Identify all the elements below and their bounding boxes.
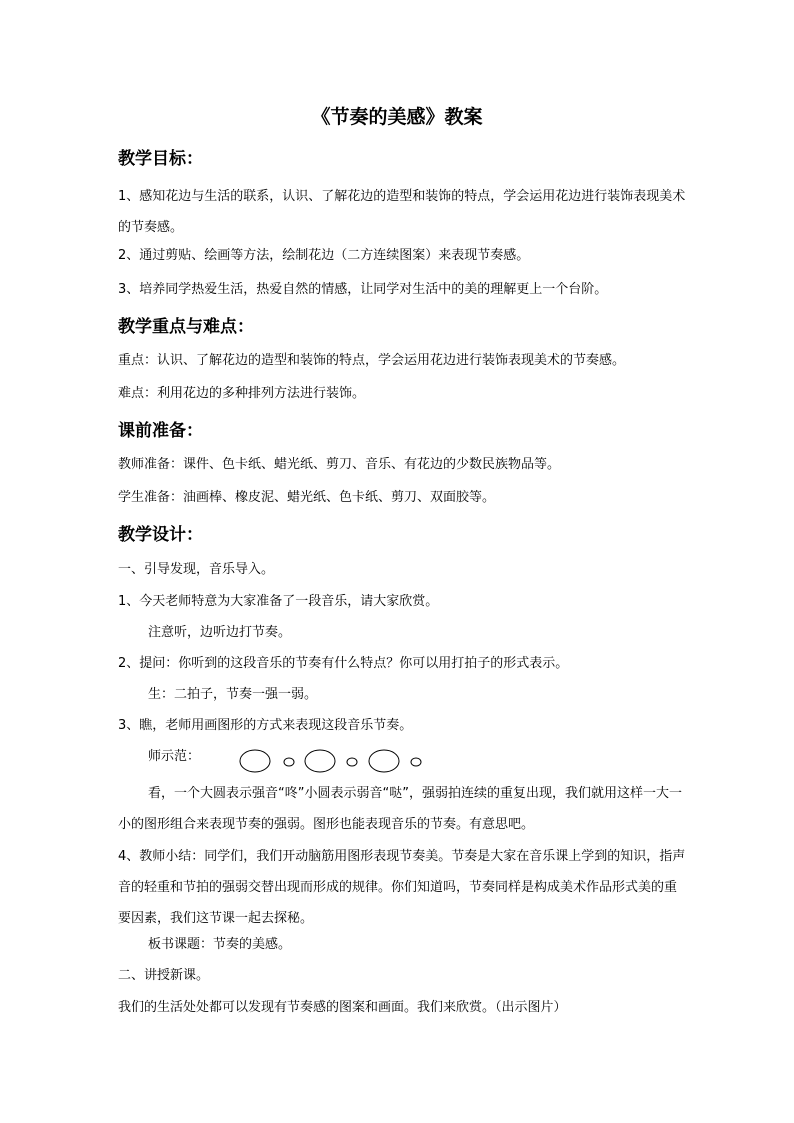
- design-step4: [118, 841, 686, 934]
- goals-item-1: [118, 181, 686, 243]
- section-goals: [118, 147, 686, 171]
- key-item-2-text: 难点：利用花边的多种排列方法进行装饰。: [118, 386, 366, 401]
- prep-item-2-text: 学生准备：油画棒、橡皮泥、蜡光纸、色卡纸、剪刀、双面胶等。: [118, 490, 496, 505]
- design-step1-text: 1、今天老师特意为大家准备了一段音乐，请大家欣赏。: [118, 594, 439, 609]
- goals-item-1-text: 1、感知花边与生活的联系，认识、了解花边的造型和装饰的特点，学会运用花边进行装饰表现美术的节奏感。: [118, 189, 686, 235]
- rhythm-circles-figure: [238, 748, 428, 774]
- demo-label: 师示范：: [148, 749, 201, 764]
- design-step2a: [118, 685, 686, 705]
- design-step3: [118, 716, 686, 736]
- design-part2-paragraph-text: 我们的生活处处都可以发现有节奏感的图案和画面。我们来欣赏。（出示图片）: [118, 1000, 567, 1015]
- design-heading: 教学设计：: [118, 525, 203, 545]
- design-part2-paragraph: [118, 998, 686, 1018]
- prep-item-1: [118, 455, 686, 475]
- key-item-2: [118, 384, 686, 404]
- goals-item-3: [118, 280, 686, 300]
- design-step1a: [118, 623, 686, 643]
- prep-item-1-text: 教师准备：课件、色卡纸、蜡光纸、剪刀、音乐、有花边的少数民族物品等。: [118, 457, 561, 472]
- design-step3a-text: 看，一个大圆表示强音“咚”小圆表示弱音“哒”，强弱拍连续的重复出现，我们就用这样一大一小的图形组合来表现节奏的强弱。图形也能表现音乐的节奏。有意思吧。: [118, 786, 682, 832]
- section-key: [118, 315, 686, 339]
- design-step3a: [118, 778, 686, 840]
- big-circle-3: [369, 750, 399, 772]
- prep-heading: 课前准备：: [118, 421, 203, 441]
- design-step2-text: 2、提问：你听到的这段音乐的节奏有什么特点？你可以用打拍子的形式表示。: [118, 656, 569, 671]
- design-step4a-text: 板书课题：节奏的美感。: [148, 937, 292, 952]
- design-part1: [118, 560, 686, 580]
- design-part1-text: 一、引导发现，音乐导入。: [118, 562, 275, 577]
- small-circle-2: [347, 758, 357, 766]
- design-step1a-text: 注意听，边听边打节奏。: [148, 625, 292, 640]
- small-circle-1: [284, 758, 294, 766]
- design-part2: [118, 966, 686, 986]
- goals-heading: 教学目标：: [118, 149, 203, 169]
- design-step4-text: 4、教师小结：同学们，我们开动脑筋用图形表现节奏美。节奏是大家在音乐课上学到的知识，指声音的轻重和节拍的强弱交替出现而形成的规律。你们知道吗，节奏同样是构成美术作品形式美的重要因素，我们这节课一起去探秘。: [118, 849, 686, 926]
- big-circle-2: [305, 750, 335, 772]
- key-heading: 教学重点与难点：: [118, 317, 254, 337]
- goals-item-3-text: 3、培养同学热爱生活，热爱自然的情感，让同学对生活中的美的理解更上一个台阶。: [118, 282, 608, 297]
- document-title: 《节奏的美感》教案: [311, 106, 483, 128]
- design-step1: [118, 592, 686, 612]
- key-item-1-text: 重点：认识、了解花边的造型和装饰的特点，学会运用花边进行装饰表现美术的节奏感。: [118, 353, 626, 368]
- prep-item-2: [118, 488, 686, 508]
- design-step3-text: 3、瞧，老师用画图形的方式来表现这段音乐节奏。: [118, 718, 413, 733]
- design-step2: [118, 654, 686, 674]
- small-circle-3: [411, 758, 421, 766]
- goals-item-2: [118, 246, 686, 266]
- design-step2a-text: 生：二拍子，节奏一强一弱。: [148, 687, 318, 702]
- design-part2-text: 二、讲授新课。: [118, 968, 210, 983]
- goals-item-2-text: 2、通过剪贴、绘画等方法，绘制花边（二方连续图案）来表现节奏感。: [118, 248, 530, 263]
- section-prep: [118, 419, 686, 443]
- big-circle-1: [240, 750, 270, 772]
- design-step4a: [118, 935, 686, 955]
- key-item-1: [118, 351, 686, 371]
- section-design: [118, 523, 686, 547]
